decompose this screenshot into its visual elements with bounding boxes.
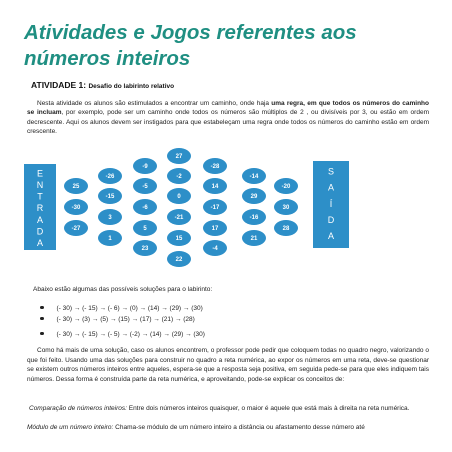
intro-text-2: , por exemplo, pode ser um caminho onde todos os números são múltiplos de 2 , ou divisíveis por 3, ou estão em ordem decrescente. Aqui os alunos devem ser instigados para que estabeleçam uma regra onde todos os números do caminho estão em ordem crescente.	[27, 109, 429, 135]
maze-number: 29	[250, 194, 258, 201]
entry-letter: D	[36, 226, 44, 237]
maze-number: 25	[72, 184, 80, 191]
maze-number: 22	[175, 257, 183, 264]
maze-number: 14	[211, 184, 219, 191]
maze-number: 23	[141, 246, 149, 253]
maze-number: -27	[71, 226, 81, 233]
exit-letter: Í	[329, 198, 333, 209]
exit-letter: S	[327, 166, 335, 177]
intro-text-1: Nesta atividade os alunos são estimulados a encontrar um caminho, onde haja	[37, 100, 272, 107]
maze-number: 17	[211, 226, 219, 233]
solutions-list	[40, 304, 205, 339]
exit-letter: A	[327, 182, 335, 193]
definition-comparison	[27, 404, 429, 413]
entry-letter: N	[36, 179, 44, 190]
maze-number: -30	[71, 205, 81, 212]
definition-text: Entre dois números inteiros quaisquer, o maior é aquele que está mais à direita na reta numérica.	[126, 405, 410, 412]
bullet-icon	[40, 306, 44, 310]
intro-text-bold: uma regra, em que todos os números do caminho se incluam	[27, 100, 429, 117]
maze-number: -20	[281, 184, 291, 191]
activity-label: ATIVIDADE 1:	[31, 80, 87, 90]
maze-number: -17	[210, 205, 220, 212]
maze-number: -26	[105, 174, 115, 181]
maze-number: 28	[282, 226, 290, 233]
entry-letter: A	[36, 237, 44, 248]
maze-number: 1	[108, 236, 112, 243]
maze-number: -6	[142, 205, 148, 212]
maze-number: 21	[250, 236, 258, 243]
maze-number: -2	[176, 174, 182, 181]
maze-number: -16	[249, 215, 259, 222]
list-item	[40, 304, 205, 313]
bullet-icon	[40, 317, 44, 321]
maze-number: -9	[142, 164, 148, 171]
list-item	[40, 315, 205, 324]
maze-number: -5	[142, 184, 148, 191]
maze-number: 27	[175, 154, 183, 161]
maze-number: 30	[282, 205, 290, 212]
definition-term: Comparação de números inteiros:	[29, 405, 127, 412]
definition-text: Chama-se módulo de um número inteiro a distância ou afastamento desse número até	[113, 424, 365, 431]
explanation-paragraph: Como há mais de uma solução, caso os alunos encontrem, o professor pode pedir que coloquem todas no quadro negro, valorizando o que foi feito. Usando uma das soluções para construir no quadro a reta numérica, ao expor os números em uma reta, deve-se questionar se existem outros números inteiros entre aqueles, espera-se que a resposta seja positiva, em seguida pede-se para que eles indiquem tais números. Dessa forma é construída parte da reta numérica, e aproveitando, pode-se explicar os conceitos de:	[27, 347, 429, 383]
definition-modulus	[27, 423, 429, 432]
bullet-icon	[40, 332, 44, 336]
maze-number: -28	[210, 164, 220, 171]
maze-number: 15	[175, 236, 183, 243]
maze-number: -14	[249, 174, 259, 181]
exit-letter: D	[327, 214, 335, 225]
list-item	[40, 330, 205, 339]
page-title: Atividades e Jogos referentes aos números inteiros	[24, 21, 357, 70]
maze-number: -4	[212, 246, 218, 253]
activity-name: Desafio do labirinto relativo	[88, 83, 175, 90]
solution-text: (- 30) → (3) → (5) → (15) → (17) → (21) → (28)	[56, 316, 195, 323]
definition-term: Módulo de um número inteiro:	[27, 424, 114, 431]
maze-number: 0	[177, 194, 181, 201]
entry-letter: R	[36, 203, 44, 214]
maze-number: 5	[143, 226, 147, 233]
exit-letter: A	[327, 231, 335, 242]
maze-number: 3	[108, 215, 112, 222]
entry-letter: T	[37, 191, 43, 202]
maze-number: -15	[105, 194, 115, 201]
solution-text: (- 30) → (- 15) → (- 5) → (-2) → (14) → (29) → (30)	[56, 331, 205, 338]
entry-letter: E	[36, 168, 44, 179]
solutions-intro: Abaixo estão algumas das possíveis soluções para o labirinto:	[33, 286, 213, 293]
maze-number: -21	[174, 215, 184, 222]
solution-text: (- 30) → (- 15) → (- 6) → (0) → (14) → (29) → (30)	[56, 305, 203, 312]
entry-letter: A	[36, 214, 44, 225]
